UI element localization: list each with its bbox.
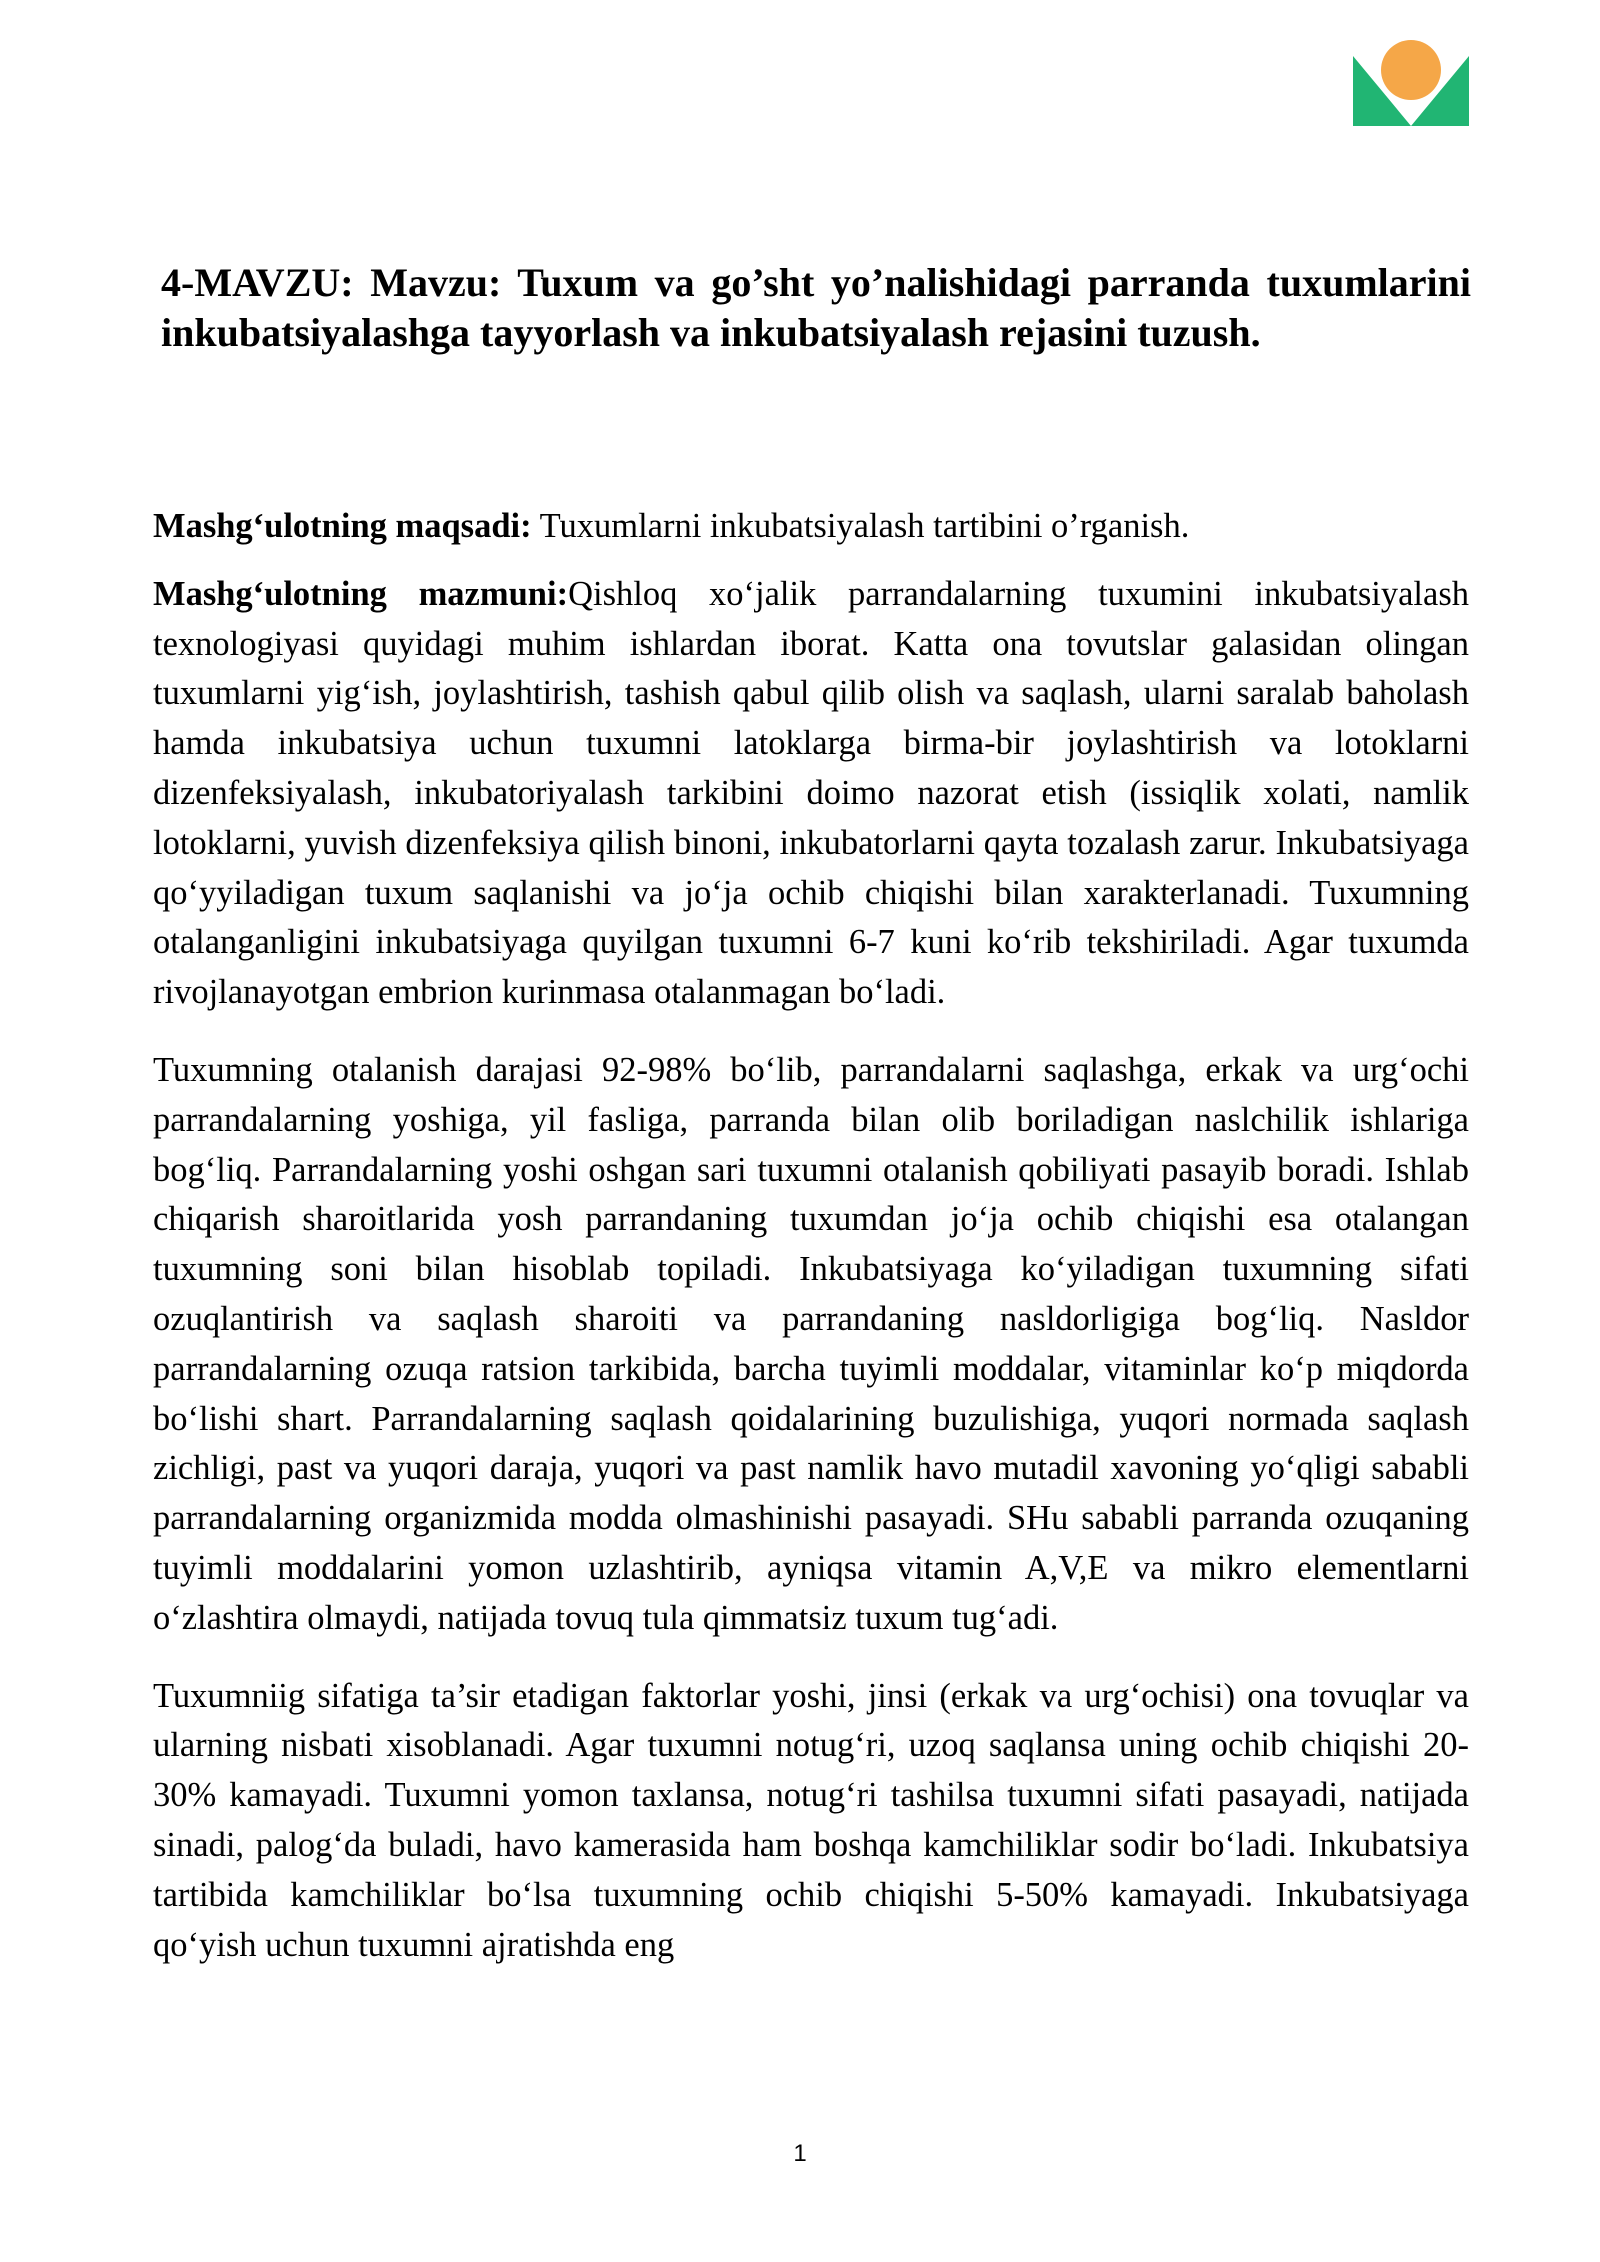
- document-title: 4-MAVZU: Mavzu: Tuxum va go’sht yo’nalishidagi parranda tuxumlarini inkubatsiyalashga tayyorlash va inkubatsiyalash rejasini tuzush.: [161, 260, 1471, 355]
- purpose-text: Tuxumlarni inkubatsiyalash tartibini o’rganish.: [531, 507, 1190, 545]
- content-text: Qishloq xo‘jalik parrandalarning tuxumini inkubatsiyalash texnologiyasi quyidagi muhim ishlardan iborat. Katta ona tovutslar galasidan olingan tuxumlarni yig‘ish, joylashtirish, tashish qabul qilib olish va saqlash, ularni saralab baholash hamda inkubatsiya uchun tuxumni latoklarga birma-bir joylashtirish va lotoklarni dizenfeksiyalash, inkubatoriyalash tarkibini doimo nazorat etish (issiqlik xolati, namlik lotoklarni, yuvish dizenfeksiya qilish binoni, inkubatorlarni qayta tozalash zarur. Inkubatsiyaga qo‘yyiladigan tuxum saqlanishi va jo‘ja ochib chiqishi bilan xarakterlanadi. Tuxumning otalanganligini inkubatsiyaga quyilgan tuxumni 6-7 kuni ko‘rib tekshiriladi. Agar tuxumda rivojlanayotgan embrion kurinmasa otalanmagan bo‘ladi.: [153, 574, 1469, 1012]
- content-paragraph: [153, 570, 1469, 1018]
- logo-sun: [1381, 40, 1441, 100]
- purpose-paragraph: [153, 502, 1469, 552]
- page-number: 1: [793, 2140, 807, 2167]
- document-body: [153, 502, 1469, 1998]
- content-label: Mashg‘ulotning mazmuni:: [153, 574, 569, 613]
- body-paragraph-1: Tuxumning otalanish darajasi 92-98% bo‘lib, parrandalarni saqlashga, erkak va urg‘ochi parrandalarning yoshiga, yil fasliga, parranda bilan olib boriladigan naslchilik ishlariga bog‘liq. Parrandalarning yoshi oshgan sari tuxumni otalanish qobiliyati pasayib boradi. Ishlab chiqarish sharoitlarida yosh parrandaning tuxumdan jo‘ja ochib chiqishi esa otalangan tuxumning soni bilan hisoblab topiladi. Inkubatsiyaga ko‘yiladigan tuxumning sifati ozuqlantirish va saqlash sharoiti va parrandaning nasldorligiga bog‘liq. Nasldor parrandalarning ozuqa ratsion tarkibida, barcha tuyimli moddalar, vitaminlar ko‘p miqdorda bo‘lishi shart. Parrandalarning saqlash qoidalarining buzulishiga, yuqori normada saqlash zichligi, past va yuqori daraja, yuqori va past namlik havo mutadil xavoning yo‘qligi sababli parrandalarning organizmida modda olmashinishi pasayadi. SHu sababli parranda ozuqaning tuyimli moddalarini yomon uzlashtirib, ayniqsa vitamin A,V,E va mikro elementlarni o‘zlashtira olmaydi, natijada tovuq tula qimmatsiz tuxum tug‘adi.: [153, 1050, 1469, 1637]
- purpose-label: Mashg‘ulotning maqsadi:: [153, 507, 532, 545]
- sun-over-valley-logo-icon: [1353, 36, 1469, 128]
- body-paragraph-2: Tuxumniig sifatiga ta’sir etadigan faktorlar yoshi, jinsi (erkak va urg‘ochisi) ona tovuqlar va ularning nisbati xisoblanadi. Agar tuxumni notug‘ri, uzoq saqlansa uning ochib chiqishi 20- 30% kamayadi. Tuxumni yomon taxlansa, notug‘ri tashilsa tuxumni sifati pasayadi, natijada sinadi, palog‘da buladi, havo kamerasida ham boshqa kamchiliklar sodir bo‘ladi. Inkubatsiya tartibida kamchiliklar bo‘lsa tuxumning ochib chiqishi 5-50% kamayadi. Inkubatsiyaga qo‘yish uchun tuxumni ajratishda eng: [153, 1676, 1469, 1964]
